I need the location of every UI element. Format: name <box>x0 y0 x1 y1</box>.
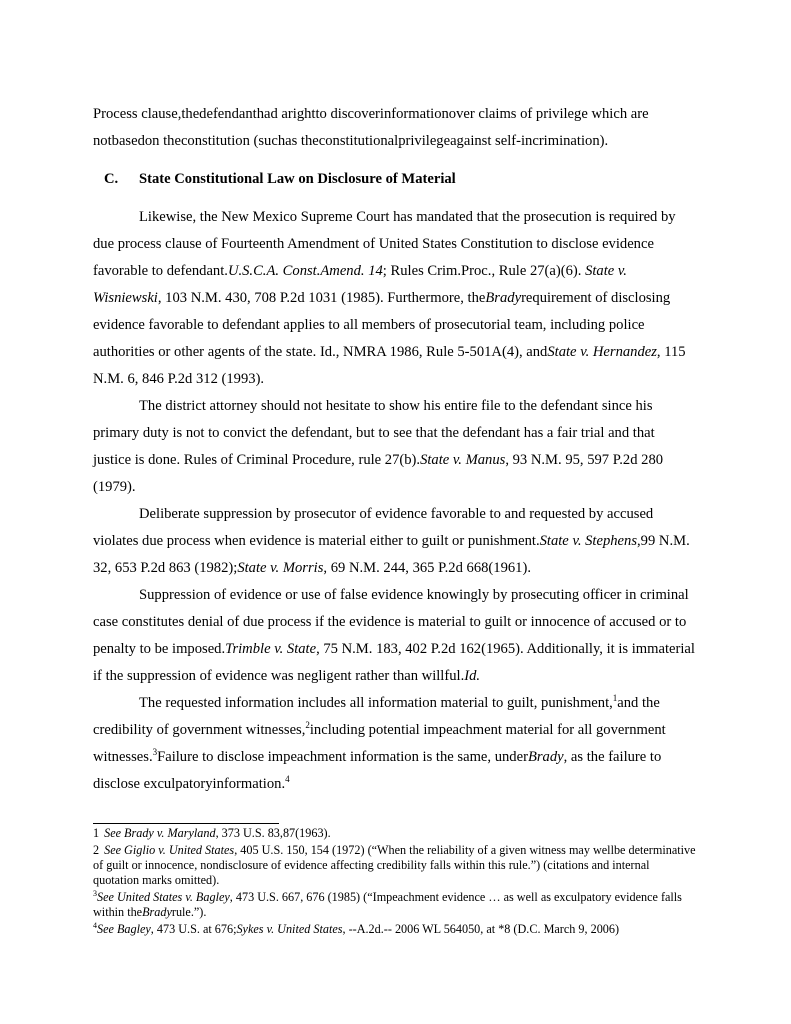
case-name: See Giglio v. United States <box>104 843 235 857</box>
footnote-ref-1[interactable]: 1 <box>612 693 618 704</box>
text-run: , 473 U.S. 667, 676 (1985) (“Impeachment evidence … as well as exculpatory evidence falls within the <box>93 890 682 919</box>
text-run: requirement of disclosing evidence favorable to defendant applies to all members of prosecutorial team, including police authorities or other agents of the state. Id., NMRA 1986, Rule 5-501A(4), and <box>93 290 671 360</box>
case-name: State v. Wisniewski <box>93 263 627 306</box>
text-run: The district attorney should not hesitate to show his entire file to the defendant since his primary duty is not to convict the defendant, but to see that the defendant has a fair trial and that justice is done. Rules of Criminal Procedure, rule 27(b). <box>93 398 655 468</box>
text-run: , 93 N.M. 95, 597 P.2d 280 (1979). <box>93 452 664 495</box>
text-run: Failure to disclose impeachment information is the same, under <box>157 749 528 765</box>
text-run: Suppression of evidence or use of false evidence knowingly by prosecuting officer in criminal case constitutes denial of due process if the evidence is material to guilt or innocence of accused or to penalty to be imposed. <box>93 587 689 657</box>
section-heading <box>104 166 456 193</box>
footnote-4 <box>93 922 698 937</box>
text-run: , 69 N.M. 244, 365 P.2d 668(1961). <box>323 560 531 576</box>
text-run: , 405 U.S. 150, 154 (1972) (“When the reliability of a given witness may wellbe determinative of guilt or innocence, nondisclosure of evidence affecting credibility falls within this rule.”) (citations and internal quotation marks omitted). <box>93 843 696 887</box>
text-run: ; Rules Crim.Proc., Rule 27(a)(6). <box>382 263 586 279</box>
paragraph-3 <box>93 501 696 582</box>
text-run: Deliberate suppression by prosecutor of evidence favorable to and requested by accused violates due process when evidence is material either to guilt or punishment. <box>93 506 654 549</box>
case-name: See Bagley <box>97 922 151 936</box>
case-name: See United States v. Bagley <box>97 890 230 904</box>
text-run: including potential impeachment material for all government witnesses. <box>93 722 666 765</box>
footnote-number: 4 <box>93 920 97 930</box>
case-name: Brady <box>527 749 564 765</box>
text-run: Likewise, the New Mexico Supreme Court has mandated that the prosecution is required by due process clause of Fourteenth Amendment of United States Constitution to disclose evidence favorable to defendant. <box>93 209 676 279</box>
case-name: Brady <box>142 905 172 919</box>
footnote-number: 1 <box>93 826 100 840</box>
footnote-number: 2 <box>93 843 100 857</box>
section-body <box>93 204 696 798</box>
text-run: , 373 U.S. 83,87(1963). <box>215 826 331 840</box>
case-name: Brady <box>485 290 522 306</box>
paragraph-4 <box>93 582 696 690</box>
case-name: State v. Manus <box>420 452 506 468</box>
paragraph-1 <box>93 204 696 393</box>
footnote-3 <box>93 890 698 920</box>
citation: Id. <box>464 668 481 684</box>
case-name: Sykes v. United States <box>236 922 343 936</box>
footnote-number: 3 <box>93 888 97 898</box>
text-run: ,99 N.M. 32, 653 P.2d 863 (1982); <box>93 533 690 576</box>
case-name: State v. Morris <box>237 560 324 576</box>
footnotes <box>93 826 698 939</box>
paragraph-continuation: Process clause,thedefendanthad arightto discoverinformationover claims of privilege which are notbasedon theconstitution (suchas theconstitutionalprivilegeagainst self-incrimination). <box>93 106 649 149</box>
case-name: State v. Stephens <box>539 533 638 549</box>
section-title: State Constitutional Law on Disclosure of Material <box>139 171 456 187</box>
text-run: , --A.2d.-- 2006 WL 564050, at *8 (D.C. March 9, 2006) <box>342 922 620 936</box>
footnote-ref-3[interactable]: 3 <box>152 747 158 758</box>
section-label: C. <box>104 171 119 187</box>
footnote-1 <box>93 826 698 841</box>
paragraph-2 <box>93 393 696 501</box>
text-run: rule.”). <box>171 905 207 919</box>
footnote-ref-2[interactable]: 2 <box>305 720 310 731</box>
text-run: , as the failure to disclose exculpatoryinformation. <box>93 749 662 792</box>
paragraph-5 <box>93 690 696 798</box>
footnote-ref-4[interactable]: 4 <box>285 774 290 785</box>
citation: U.S.C.A. Const.Amend. 14 <box>227 263 383 279</box>
continued-paragraph <box>93 101 696 155</box>
text-run: , 75 N.M. 183, 402 P.2d 162(1965). Additionally, it is immaterial if the suppression of evidence was negligent rather than willful. <box>93 641 695 684</box>
case-name: State v. Hernandez <box>547 344 657 360</box>
footnote-separator <box>93 823 279 824</box>
case-name: Trimble v. State <box>225 641 317 657</box>
text-run: , 473 U.S. at 676; <box>150 922 237 936</box>
text-run: , 103 N.M. 430, 708 P.2d 1031 (1985). Furthermore, the <box>157 290 486 306</box>
text-run: , 115 N.M. 6, 846 P.2d 312 (1993). <box>93 344 686 387</box>
case-name: See Brady v. Maryland <box>104 826 216 840</box>
footnote-2 <box>93 843 698 888</box>
text-run: The requested information includes all information material to guilt, punishment, <box>139 695 613 711</box>
text-run: and the credibility of government witnesses, <box>93 695 660 738</box>
